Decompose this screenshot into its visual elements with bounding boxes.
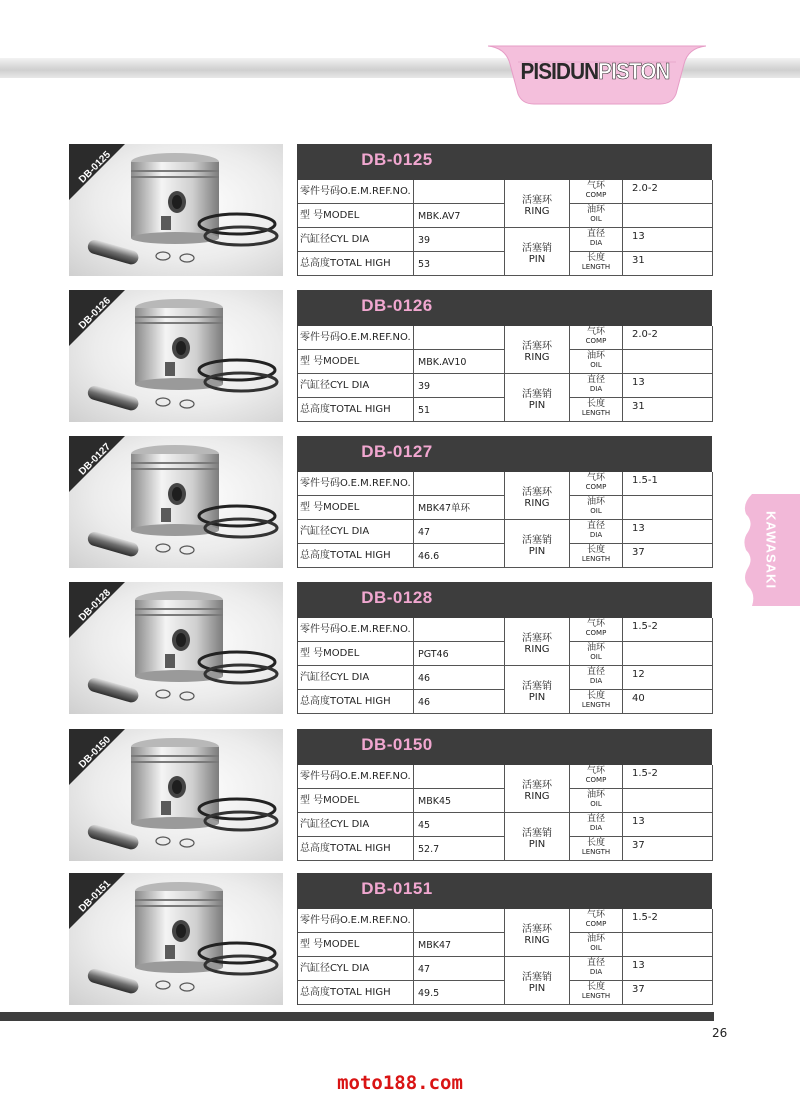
model-label: 型 号MODEL — [298, 350, 414, 374]
total-high-label: 总高度TOTAL HIGH — [298, 544, 414, 568]
spec-table — [297, 290, 712, 422]
oem-value — [414, 180, 505, 204]
pin-group-label: 活塞销 PIN — [505, 228, 570, 276]
pin-group-label: 活塞销 PIN — [505, 666, 570, 714]
model-value: MBK.AV7 — [414, 204, 505, 228]
pin-dia-value: 12 — [623, 666, 713, 690]
side-tab-label: KAWASAKI — [763, 510, 779, 590]
product-code: DB-0126 — [361, 296, 433, 315]
pin-dia-value: 13 — [623, 520, 713, 544]
oil-label: 油环 OIL — [570, 204, 623, 228]
photo-code-label: DB-0125 — [76, 149, 114, 186]
ring-group-label: 活塞环 RING — [505, 326, 570, 374]
model-label: 型 号MODEL — [298, 789, 414, 813]
product-code: DB-0151 — [361, 879, 433, 898]
model-label: 型 号MODEL — [298, 496, 414, 520]
spec-header — [297, 144, 712, 180]
footer-site: moto188.com — [337, 1072, 463, 1094]
comp-label: 气环 COMP — [570, 472, 623, 496]
comp-value: 1.5-2 — [623, 765, 713, 789]
oem-label: 零件号码O.E.M.REF.NO. — [298, 472, 414, 496]
model-value: MBK47单环 — [414, 496, 505, 520]
total-high-value: 46.6 — [414, 544, 505, 568]
oil-value — [623, 496, 713, 520]
pin-length-value: 37 — [623, 544, 713, 568]
comp-value: 2.0-2 — [623, 180, 713, 204]
oil-value — [623, 350, 713, 374]
oem-value — [414, 909, 505, 933]
pin-length-label: 长度 LENGTH — [570, 398, 623, 422]
oil-value — [623, 204, 713, 228]
pin-length-label: 长度 LENGTH — [570, 690, 623, 714]
oil-value — [623, 933, 713, 957]
pin-length-label: 长度 LENGTH — [570, 981, 623, 1005]
product-card — [69, 729, 712, 861]
total-high-value: 46 — [414, 690, 505, 714]
cyl-dia-label: 汽缸径CYL DIA — [298, 520, 414, 544]
ring-group-label: 活塞环 RING — [505, 618, 570, 666]
total-high-label: 总高度TOTAL HIGH — [298, 690, 414, 714]
photo-code-label: DB-0128 — [76, 587, 114, 624]
total-high-value: 52.7 — [414, 837, 505, 861]
pin-dia-value: 13 — [623, 374, 713, 398]
total-high-label: 总高度TOTAL HIGH — [298, 981, 414, 1005]
cyl-dia-label: 汽缸径CYL DIA — [298, 666, 414, 690]
oil-label: 油环 OIL — [570, 933, 623, 957]
oem-value — [414, 618, 505, 642]
pin-length-value: 31 — [623, 398, 713, 422]
oil-value — [623, 789, 713, 813]
piston-photo — [69, 144, 283, 276]
pin-dia-label: 直径 DIA — [570, 813, 623, 837]
total-high-value: 51 — [414, 398, 505, 422]
cyl-dia-value: 46 — [414, 666, 505, 690]
comp-label: 气环 COMP — [570, 180, 623, 204]
total-high-label: 总高度TOTAL HIGH — [298, 398, 414, 422]
model-value: PGT46 — [414, 642, 505, 666]
spec-header — [297, 873, 712, 909]
product-card — [69, 436, 712, 568]
pin-group-label: 活塞销 PIN — [505, 813, 570, 861]
piston-photo — [69, 729, 283, 861]
oem-label: 零件号码O.E.M.REF.NO. — [298, 618, 414, 642]
pin-group-label: 活塞销 PIN — [505, 520, 570, 568]
model-label: 型 号MODEL — [298, 933, 414, 957]
pin-length-label: 长度 LENGTH — [570, 837, 623, 861]
comp-value: 1.5-1 — [623, 472, 713, 496]
pin-dia-label: 直径 DIA — [570, 374, 623, 398]
ring-group-label: 活塞环 RING — [505, 180, 570, 228]
spec-table — [297, 729, 712, 861]
oem-value — [414, 472, 505, 496]
oem-label: 零件号码O.E.M.REF.NO. — [298, 909, 414, 933]
piston-photo — [69, 290, 283, 422]
comp-value: 1.5-2 — [623, 909, 713, 933]
model-label: 型 号MODEL — [298, 642, 414, 666]
piston-photo — [69, 873, 283, 1005]
page-number: 26 — [712, 1026, 728, 1040]
pin-length-value: 37 — [623, 981, 713, 1005]
model-label: 型 号MODEL — [298, 204, 414, 228]
cyl-dia-value: 47 — [414, 957, 505, 981]
total-high-value: 53 — [414, 252, 505, 276]
comp-label: 气环 COMP — [570, 765, 623, 789]
product-card — [69, 873, 712, 1005]
oem-label: 零件号码O.E.M.REF.NO. — [298, 180, 414, 204]
pin-group-label: 活塞销 PIN — [505, 957, 570, 1005]
total-high-value: 49.5 — [414, 981, 505, 1005]
oil-label: 油环 OIL — [570, 350, 623, 374]
total-high-label: 总高度TOTAL HIGH — [298, 252, 414, 276]
comp-label: 气环 COMP — [570, 326, 623, 350]
model-value: MBK47 — [414, 933, 505, 957]
photo-code-label: DB-0127 — [76, 441, 114, 478]
oem-value — [414, 765, 505, 789]
oil-value — [623, 642, 713, 666]
pin-length-label: 长度 LENGTH — [570, 252, 623, 276]
product-code: DB-0128 — [361, 588, 433, 607]
ring-group-label: 活塞环 RING — [505, 909, 570, 957]
oem-value — [414, 326, 505, 350]
cyl-dia-value: 47 — [414, 520, 505, 544]
cyl-dia-value: 45 — [414, 813, 505, 837]
product-code: DB-0150 — [361, 735, 433, 754]
model-value: MBK.AV10 — [414, 350, 505, 374]
pin-dia-value: 13 — [623, 228, 713, 252]
spec-header — [297, 729, 712, 765]
cyl-dia-label: 汽缸径CYL DIA — [298, 957, 414, 981]
comp-value: 2.0-2 — [623, 326, 713, 350]
spec-header — [297, 290, 712, 326]
cyl-dia-label: 汽缸径CYL DIA — [298, 813, 414, 837]
piston-photo — [69, 582, 283, 714]
bottom-bar — [0, 1012, 714, 1021]
product-card — [69, 290, 712, 422]
total-high-label: 总高度TOTAL HIGH — [298, 837, 414, 861]
model-value: MBK45 — [414, 789, 505, 813]
pin-dia-label: 直径 DIA — [570, 957, 623, 981]
pin-group-label: 活塞销 PIN — [505, 374, 570, 422]
pin-dia-value: 13 — [623, 813, 713, 837]
product-card — [69, 582, 712, 714]
comp-label: 气环 COMP — [570, 618, 623, 642]
spec-table — [297, 582, 712, 714]
pin-dia-label: 直径 DIA — [570, 520, 623, 544]
comp-value: 1.5-2 — [623, 618, 713, 642]
product-code: DB-0127 — [361, 442, 433, 461]
product-card — [69, 144, 712, 276]
cyl-dia-value: 39 — [414, 228, 505, 252]
cyl-dia-label: 汽缸径CYL DIA — [298, 374, 414, 398]
photo-code-label: DB-0151 — [76, 878, 114, 915]
pin-dia-label: 直径 DIA — [570, 228, 623, 252]
ring-group-label: 活塞环 RING — [505, 472, 570, 520]
pin-length-value: 31 — [623, 252, 713, 276]
oil-label: 油环 OIL — [570, 642, 623, 666]
oil-label: 油环 OIL — [570, 496, 623, 520]
piston-photo — [69, 436, 283, 568]
spec-table — [297, 873, 712, 1005]
product-code: DB-0125 — [361, 150, 433, 169]
oem-label: 零件号码O.E.M.REF.NO. — [298, 765, 414, 789]
cyl-dia-label: 汽缸径CYL DIA — [298, 228, 414, 252]
pin-length-value: 37 — [623, 837, 713, 861]
spec-table — [297, 436, 712, 568]
pin-length-value: 40 — [623, 690, 713, 714]
pin-length-label: 长度 LENGTH — [570, 544, 623, 568]
ring-group-label: 活塞环 RING — [505, 765, 570, 813]
oil-label: 油环 OIL — [570, 789, 623, 813]
pin-dia-value: 13 — [623, 957, 713, 981]
pin-dia-label: 直径 DIA — [570, 666, 623, 690]
oem-label: 零件号码O.E.M.REF.NO. — [298, 326, 414, 350]
spec-header — [297, 582, 712, 618]
photo-code-label: DB-0150 — [76, 734, 114, 771]
brand-logo: PISIDUNPISTON — [520, 58, 670, 84]
spec-header — [297, 436, 712, 472]
spec-table — [297, 144, 712, 276]
cyl-dia-value: 39 — [414, 374, 505, 398]
photo-code-label: DB-0126 — [76, 295, 114, 332]
comp-label: 气环 COMP — [570, 909, 623, 933]
